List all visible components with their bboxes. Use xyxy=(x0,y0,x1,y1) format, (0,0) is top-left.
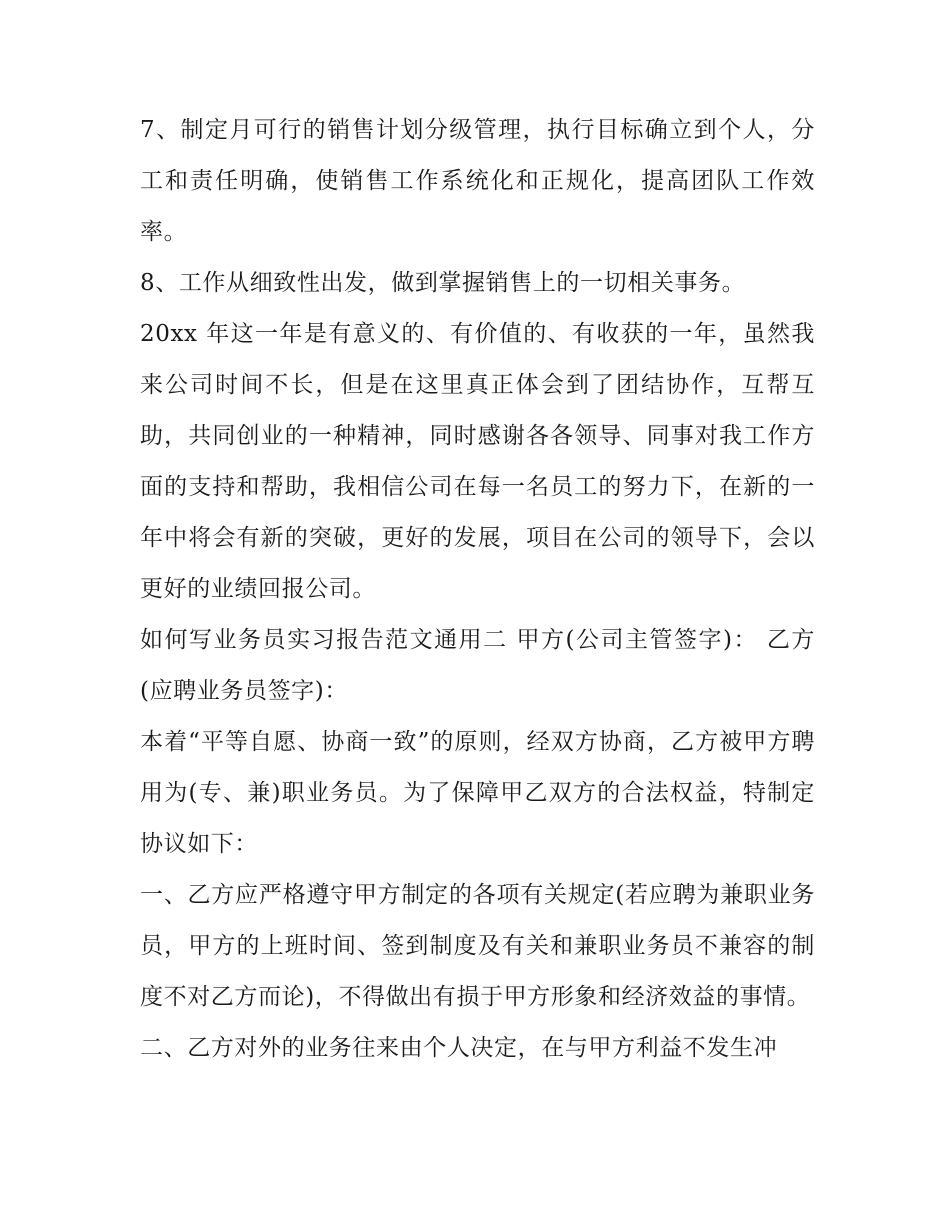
paragraph-item-7: 7、制定月可行的销售计划分级管理，执行目标确立到个人，分工和责任明确，使销售工作系统化和正规化，提高团队工作效率。 xyxy=(140,117,815,245)
paragraph-year-summary: 20xx 年这一年是有意义的、有价值的、有收获的一年，虽然我来公司时间不长，但是在这里真正体会到了团结协作，互帮互助，共同创业的一种精神，同时感谢各各领导、同事对我工作方面的支持和帮助，我相信公司在每一名员工的努力下，在新的一年中将会有新的突破，更好的发展，项目在公司的领导下，会以更好的业绩回报公司。 xyxy=(140,321,815,602)
paragraph-agreement-preamble: 本着“平等自愿、协商一致”的原则，经双方协商，乙方被甲方聘用为(专、兼)职业务员。为了保障甲乙双方的合法权益，特制定协议如下： xyxy=(140,729,815,857)
document-body xyxy=(140,105,815,1074)
paragraph-agreement-title: 如何写业务员实习报告范文通用二 甲方(公司主管签字)： 乙方(应聘业务员签字)： xyxy=(140,627,815,704)
paragraph-clause-1: 一、乙方应严格遵守甲方制定的各项有关规定(若应聘为兼职业务员，甲方的上班时间、签到制度及有关和兼职业务员不兼容的制度不对乙方而论)，不得做出有损于甲方形象和经济效益的事情。 xyxy=(140,882,815,1010)
paragraph-clause-2: 二、乙方对外的业务往来由个人决定，在与甲方利益不发生冲 xyxy=(140,1035,778,1061)
paragraph-item-8: 8、工作从细致性出发，做到掌握销售上的一切相关事务。 xyxy=(140,270,746,296)
